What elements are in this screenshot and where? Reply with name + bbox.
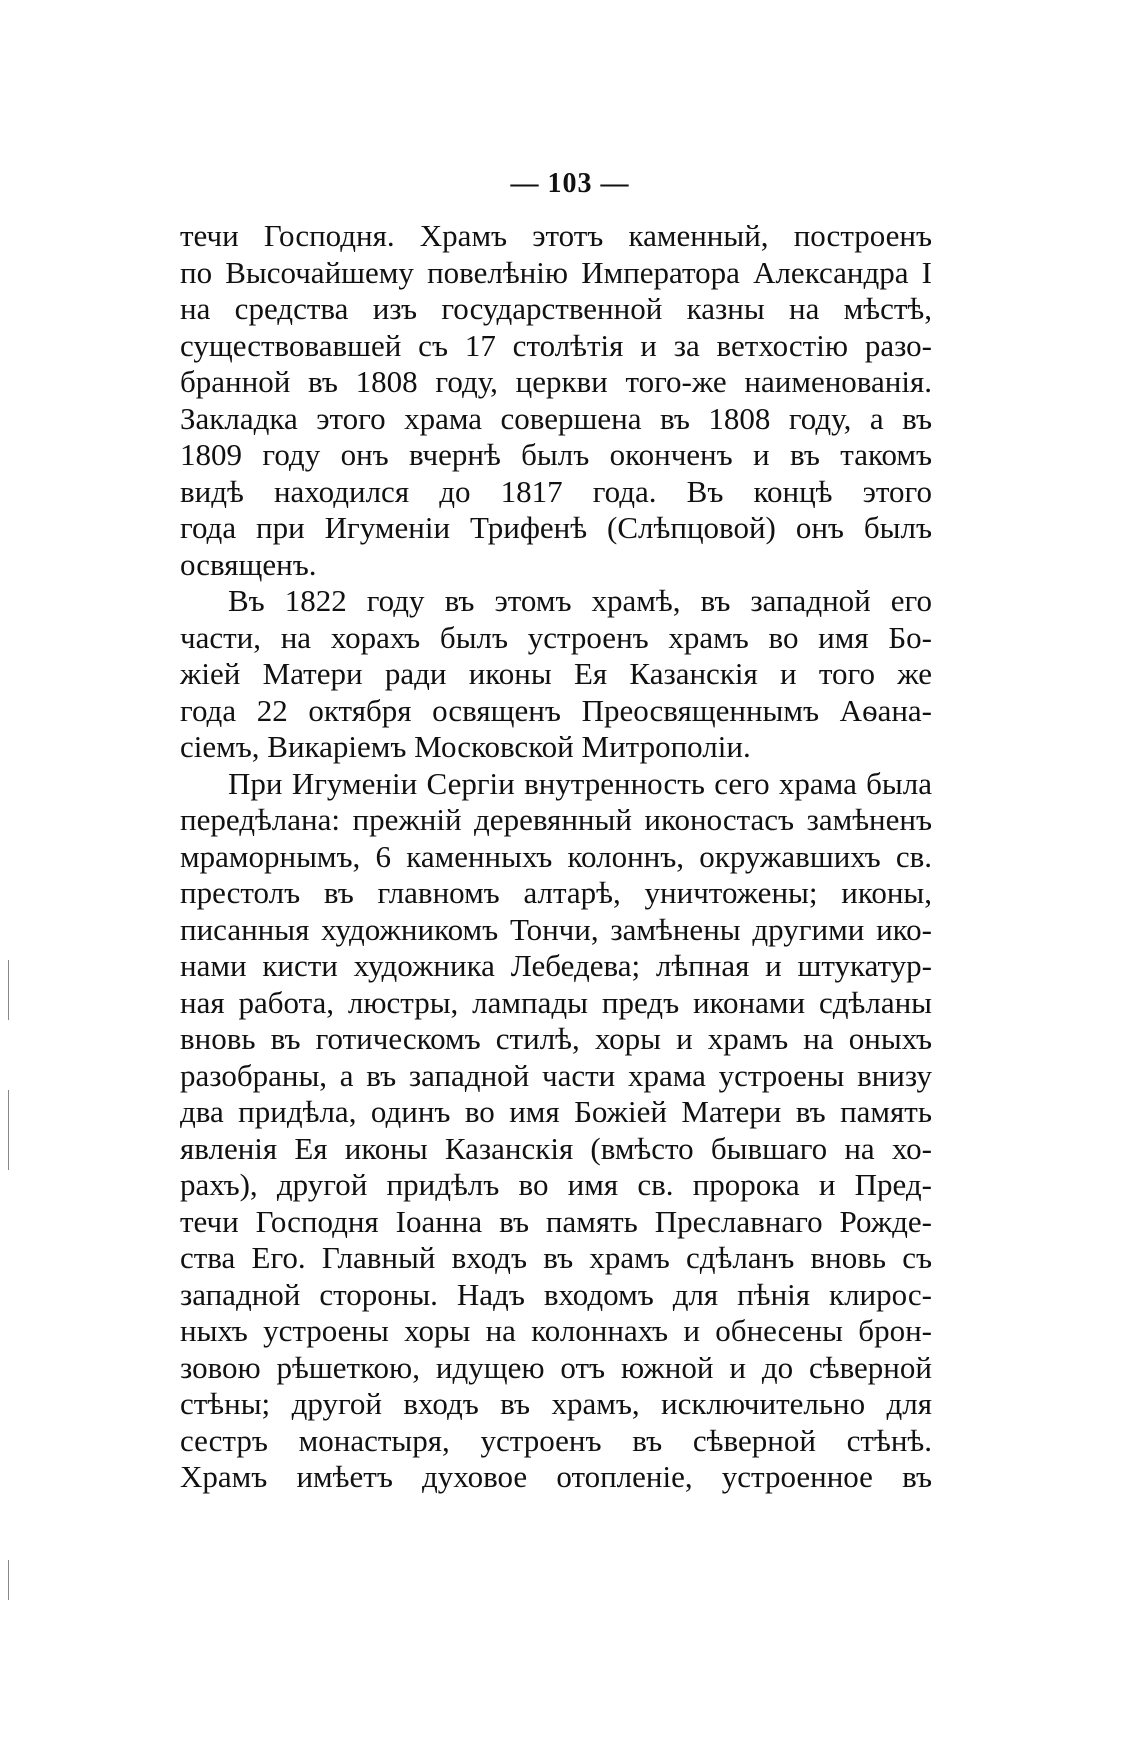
scan-mark xyxy=(8,1560,9,1600)
text-line: вновь въ готическомъ стилѣ, хоры и храмъ на оныхъ xyxy=(180,1021,932,1056)
scan-mark xyxy=(8,960,9,1020)
scan-mark xyxy=(8,1090,9,1170)
text-line: нами кисти художника Лебедева; лѣпная и штукатур- xyxy=(180,948,932,983)
text-line: года при Игуменіи Трифенѣ (Слѣпцовой) онъ былъ xyxy=(180,510,932,545)
text-line: зовою рѣшеткою, идущею отъ южной и до сѣверной xyxy=(180,1349,932,1385)
page-number: — 103 — xyxy=(510,168,630,199)
text-line: Храмъ имѣетъ духовое отопленіе, устроенное въ xyxy=(180,1459,932,1494)
text-line: ныхъ устроены хоры на колоннахъ и обнесены брон- xyxy=(180,1313,932,1348)
text-line: писанныя художникомъ Тончи, замѣнены другими ико- xyxy=(180,911,932,947)
text-line: по Высочайшему повелѣнію Императора Александра I xyxy=(180,254,932,290)
text-line: освященъ. xyxy=(180,546,317,582)
paragraph-3 xyxy=(180,766,932,1496)
text-line: явленія Ея иконы Казанскія (вмѣсто бывшаго на хо- xyxy=(180,1130,932,1166)
text-line: сіемъ, Викаріемъ Московской Митрополіи. xyxy=(180,729,751,764)
text-line: Въ 1822 году въ этомъ храмѣ, въ западной его xyxy=(228,583,932,618)
text-line: части, на хорахъ былъ устроенъ храмъ во имя Бо- xyxy=(180,619,932,655)
text-line: видѣ находился до 1817 года. Въ концѣ этого xyxy=(180,473,932,509)
text-line: течи Господня Іоанна въ память Преславнаго Рожде- xyxy=(180,1203,932,1239)
text-line: рахъ), другой придѣлъ во имя св. пророка и Пред- xyxy=(180,1167,932,1202)
paragraph-1 xyxy=(180,218,932,583)
text-line: Закладка этого храма совершена въ 1808 году, а въ xyxy=(180,400,932,436)
text-line: года 22 октября освященъ Преосвященнымъ Аѳана- xyxy=(180,692,932,728)
text-line: жіей Матери ради иконы Ея Казанскія и того же xyxy=(180,656,932,691)
text-line: престолъ въ главномъ алтарѣ, уничтожены; иконы, xyxy=(180,875,932,910)
text-line: мраморнымъ, 6 каменныхъ колоннъ, окружавшихъ св. xyxy=(180,838,932,874)
body-text xyxy=(180,218,932,1496)
text-line: ная работа, люстры, лампады предъ иконами сдѣланы xyxy=(180,984,932,1020)
text-line: стѣны; другой входъ въ храмъ, исключительно для xyxy=(180,1386,932,1421)
text-line: ства Его. Главный входъ въ храмъ сдѣланъ вновь съ xyxy=(180,1240,932,1275)
text-line: бранной въ 1808 году, церкви того-же наименованія. xyxy=(180,364,932,399)
text-line: 1809 году онъ вчернѣ былъ оконченъ и въ такомъ xyxy=(180,437,932,472)
text-line: западной стороны. Надъ входомъ для пѣнія клирос- xyxy=(180,1276,932,1312)
text-line: передѣлана: прежній деревянный иконостасъ замѣненъ xyxy=(180,802,932,837)
paragraph-2 xyxy=(180,583,932,766)
text-line: сестръ монастыря, устроенъ въ сѣверной стѣнѣ. xyxy=(180,1422,932,1458)
text-line: При Игуменіи Сергіи внутренность сего храма была xyxy=(228,765,932,801)
text-line: течи Господня. Храмъ этотъ каменный, построенъ xyxy=(180,218,932,253)
text-line: два придѣла, одинъ во имя Божіей Матери въ память xyxy=(180,1094,932,1129)
text-line: на средства изъ государственной казны на мѣстѣ, xyxy=(180,291,932,326)
text-line: разобраны, а въ западной части храма устроены внизу xyxy=(180,1057,932,1093)
text-line: существовавшей съ 17 столѣтія и за ветхостію разо- xyxy=(180,327,932,363)
